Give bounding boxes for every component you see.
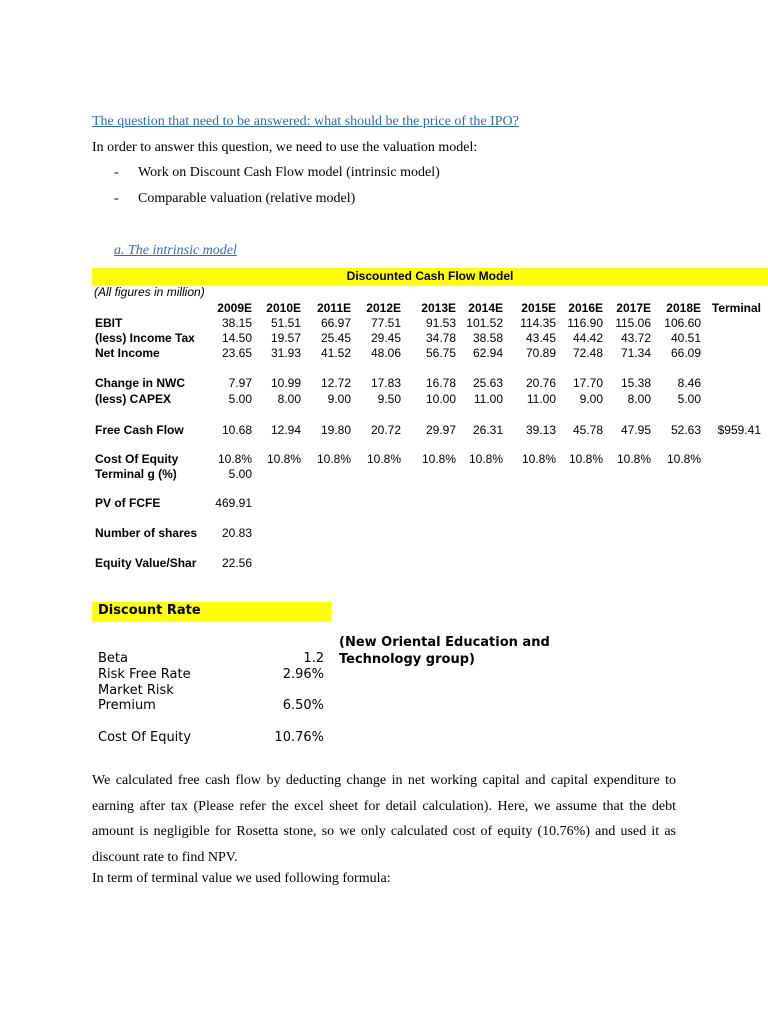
cell-fcf: 52.63: [670, 423, 701, 437]
cell-tax: 38.58: [472, 331, 503, 345]
cost-of-equity-value: 10.76%: [274, 730, 324, 745]
cell-fcf: 20.72: [370, 423, 401, 437]
cell-fcf: 39.13: [525, 423, 556, 437]
cell-fcf: 47.95: [620, 423, 651, 437]
row-label-fcf: Free Cash Flow: [95, 423, 184, 437]
cell-tax: 40.51: [670, 331, 701, 345]
cell-nwc: 16.78: [425, 376, 456, 390]
cell-capex: 10.00: [425, 392, 456, 406]
cell-net: 66.09: [670, 346, 701, 360]
cell-capex: 8.00: [277, 392, 301, 406]
cell-nwc: 25.63: [472, 376, 503, 390]
cell-net: 48.06: [370, 346, 401, 360]
paragraph-text: We calculated free cash flow by deducting change in net working capital and capital expenditure to earning after tax (Please refer the excel sheet for detail calculation). Here, we assume that the debt amount is negligible for Rosetta stone, so we only calculated cost of equity (10.76%) and used it as discount rate to find NPV.: [92, 773, 676, 865]
cost-of-equity-label: Cost Of Equity: [98, 730, 192, 745]
cell-ebit: 38.15: [221, 316, 252, 330]
cell-tax: 14.50: [221, 331, 252, 345]
year-header: 2015E: [521, 301, 556, 315]
cell-ebit: 106.60: [664, 316, 701, 330]
cell-coe: 10.8%: [468, 452, 503, 466]
discount-title: Discount Rate: [98, 603, 201, 618]
cell-nwc: 17.70: [572, 376, 603, 390]
cell-net: 31.93: [270, 346, 301, 360]
bullet-dash: -: [114, 191, 119, 206]
risk-free-value: 2.96%: [282, 667, 324, 682]
cell-capex: 11.00: [526, 392, 556, 406]
year-header: 2018E: [666, 301, 701, 315]
cell-capex: 5.00: [677, 392, 701, 406]
year-header: 2011E: [316, 301, 351, 315]
section-subheading: a. The intrinsic model: [114, 243, 237, 258]
beta-label: Beta: [98, 651, 128, 666]
row-label-capex: (less) CAPEX: [95, 392, 172, 406]
row-label-tax: (less) Income Tax: [95, 331, 195, 345]
cell-capex: 9.00: [579, 392, 603, 406]
cell-nwc: 8.46: [677, 376, 701, 390]
market-risk-label: Market Risk: [98, 683, 174, 698]
cell-ebit: 114.35: [520, 316, 556, 330]
cell-tax: 19.57: [270, 331, 301, 345]
year-header: 2014E: [468, 301, 503, 315]
bullet-item: [114, 191, 355, 207]
cell-fcf: 12.94: [270, 423, 301, 437]
cell-net: 62.94: [472, 346, 503, 360]
cell-ebit: 66.97: [320, 316, 351, 330]
cell-tax: 43.45: [525, 331, 556, 345]
bullet-dash: -: [114, 165, 119, 180]
year-header: 2017E: [616, 301, 651, 315]
cell-tax: 44.42: [572, 331, 603, 345]
cell-capex: 8.00: [627, 392, 651, 406]
company-name: (New Oriental Education and Technology group): [339, 635, 550, 667]
cell-pv: 469.91: [215, 496, 252, 510]
row-label-coe: Cost Of Equity: [95, 452, 179, 466]
cell-tax: 29.45: [370, 331, 401, 345]
body-paragraph: [92, 768, 676, 870]
cell-nwc: 12.72: [320, 376, 351, 390]
cell-net: 41.52: [320, 346, 351, 360]
row-label-nwc: Change in NWC: [95, 376, 185, 390]
row-label-equity: Equity Value/Shar: [95, 556, 197, 570]
cell-ebit: 51.51: [270, 316, 301, 330]
cell-coe: 10.8%: [366, 452, 401, 466]
row-label-net: Net Income: [95, 346, 160, 360]
cell-terminal_g: 5.00: [228, 467, 252, 481]
premium-label: Premium: [98, 698, 156, 713]
cell-coe: 10.8%: [421, 452, 456, 466]
row-label-ebit: EBIT: [95, 316, 123, 330]
terminal-formula-intro: In term of terminal value we used following formula:: [92, 871, 391, 886]
cell-fcf-terminal: $959.41: [717, 423, 761, 437]
cell-nwc: 10.99: [270, 376, 301, 390]
cell-capex: 5.00: [228, 392, 252, 406]
cell-coe: 10.8%: [266, 452, 301, 466]
cell-net: 56.75: [425, 346, 456, 360]
cell-fcf: 29.97: [425, 423, 456, 437]
year-header: 2013E: [421, 301, 456, 315]
cell-coe: 10.8%: [316, 452, 351, 466]
cell-coe: 10.8%: [521, 452, 556, 466]
bullet-item: [114, 165, 440, 181]
year-header: 2010E: [266, 301, 301, 315]
year-header: 2016E: [568, 301, 603, 315]
cell-coe: 10.8%: [666, 452, 701, 466]
cell-capex: 11.00: [473, 392, 503, 406]
question-heading: The question that need to be answered: what should be the price of the IPO?: [92, 114, 519, 129]
market-risk-value: 6.50%: [282, 698, 324, 713]
cell-fcf: 19.80: [320, 423, 351, 437]
dcf-title: Discounted Cash Flow Model: [346, 269, 514, 283]
cell-net: 23.65: [221, 346, 252, 360]
cell-tax: 25.45: [320, 331, 351, 345]
cell-nwc: 17.83: [370, 376, 401, 390]
cell-equity: 22.56: [221, 556, 252, 570]
cell-net: 72.48: [572, 346, 603, 360]
cell-coe: 10.8%: [616, 452, 651, 466]
bullet-text: Comparable valuation (relative model): [138, 191, 356, 206]
cell-coe: 10.8%: [568, 452, 603, 466]
cell-capex: 9.50: [377, 392, 401, 406]
cell-ebit: 116.90: [567, 316, 603, 330]
cell-ebit: 91.53: [425, 316, 456, 330]
dcf-units-note: (All figures in million): [94, 285, 205, 299]
cell-nwc: 20.76: [525, 376, 556, 390]
cell-tax: 34.78: [425, 331, 456, 345]
year-header: Terminal: [711, 301, 761, 315]
cell-shares: 20.83: [221, 526, 252, 540]
cell-net: 70.89: [525, 346, 556, 360]
cell-fcf: 45.78: [572, 423, 603, 437]
cell-nwc: 15.38: [620, 376, 651, 390]
row-label-terminal_g: Terminal g (%): [95, 467, 177, 481]
cell-ebit: 77.51: [370, 316, 401, 330]
year-header: 2012E: [366, 301, 401, 315]
row-label-shares: Number of shares: [95, 526, 198, 540]
cell-net: 71.34: [620, 346, 651, 360]
bullet-text: Work on Discount Cash Flow model (intrinsic model): [138, 165, 440, 180]
year-header: 2009E: [217, 301, 252, 315]
cell-fcf: 26.31: [472, 423, 503, 437]
cell-nwc: 7.97: [228, 376, 252, 390]
risk-free-label: Risk Free Rate: [98, 667, 191, 682]
beta-value: 1.2: [303, 651, 324, 666]
cell-fcf: 10.68: [221, 423, 252, 437]
cell-ebit: 115.06: [615, 316, 651, 330]
cell-ebit: 101.52: [466, 316, 503, 330]
cell-tax: 43.72: [620, 331, 651, 345]
cell-capex: 9.00: [327, 392, 351, 406]
row-label-pv: PV of FCFE: [95, 496, 161, 510]
cell-coe: 10.8%: [217, 452, 252, 466]
intro-text: In order to answer this question, we need to use the valuation model:: [92, 140, 478, 155]
